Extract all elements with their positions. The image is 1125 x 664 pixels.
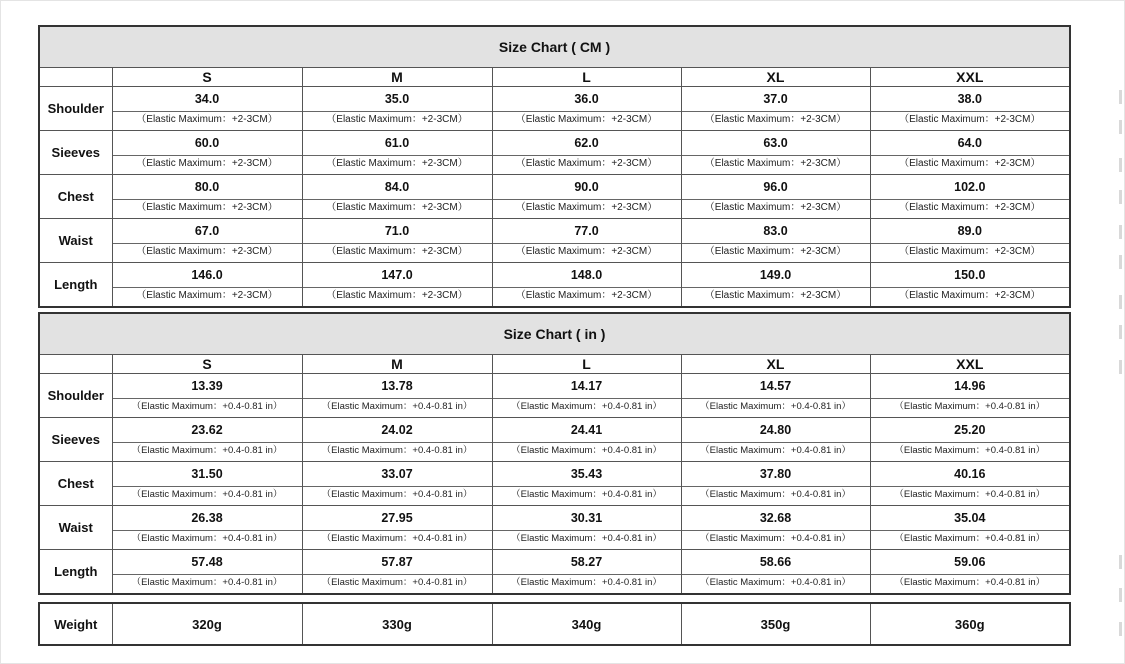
elastic-note: （Elastic Maximum：+2-3CM） [493, 199, 681, 215]
elastic-note: （Elastic Maximum：+2-3CM） [871, 287, 1070, 303]
elastic-note: （Elastic Maximum：+0.4-0.81 in） [113, 442, 302, 458]
elastic-note: （Elastic Maximum：+0.4-0.81 in） [682, 574, 870, 590]
measurement-value: 37.0 [763, 92, 788, 106]
elastic-note: （Elastic Maximum：+2-3CM） [493, 243, 681, 259]
measurement-cell [112, 374, 302, 418]
elastic-note: （Elastic Maximum：+2-3CM） [303, 155, 492, 171]
measurement-label: Length [39, 550, 112, 595]
measurement-value: 148.0 [570, 268, 603, 282]
elastic-note: （Elastic Maximum：+0.4-0.81 in） [871, 486, 1070, 502]
measurement-value: 14.96 [954, 379, 986, 393]
measurement-value: 147.0 [381, 268, 413, 282]
header-corner-cell [39, 355, 112, 374]
measurement-cell [492, 263, 681, 308]
measurement-cell [112, 175, 302, 219]
elastic-note: （Elastic Maximum：+2-3CM） [871, 111, 1070, 127]
measurement-value: 35.43 [570, 467, 603, 481]
elastic-note: （Elastic Maximum：+2-3CM） [113, 111, 302, 127]
measurement-row [39, 263, 1070, 308]
measurement-value: 26.38 [191, 511, 223, 525]
measurement-value: 24.41 [570, 423, 603, 437]
measurement-cell [681, 131, 870, 175]
elastic-note: （Elastic Maximum：+0.4-0.81 in） [871, 442, 1070, 458]
elastic-note: （Elastic Maximum：+2-3CM） [113, 243, 302, 259]
measurement-value: 84.0 [384, 180, 410, 194]
size-header: L [492, 355, 681, 374]
measurement-row [39, 506, 1070, 550]
measurement-label: Shoulder [39, 374, 112, 418]
elastic-note: （Elastic Maximum：+0.4-0.81 in） [493, 574, 681, 590]
measurement-value: 40.16 [954, 467, 986, 481]
weight-row [39, 603, 1070, 645]
elastic-note: （Elastic Maximum：+0.4-0.81 in） [113, 574, 302, 590]
elastic-note: （Elastic Maximum：+2-3CM） [871, 199, 1070, 215]
measurement-cell [302, 175, 492, 219]
measurement-cell [492, 550, 681, 595]
chart-title: Size Chart ( in ) [39, 313, 1070, 355]
measurement-value: 61.0 [384, 136, 410, 150]
measurement-cell [681, 418, 870, 462]
elastic-note: （Elastic Maximum：+2-3CM） [871, 155, 1070, 171]
measurement-label: Shoulder [39, 87, 112, 131]
measurement-row [39, 175, 1070, 219]
measurement-value: 38.0 [957, 92, 982, 106]
measurement-value: 63.0 [763, 136, 788, 150]
size-header: XXL [870, 355, 1070, 374]
measurement-cell [112, 263, 302, 308]
weight-table [38, 602, 1071, 646]
elastic-note: （Elastic Maximum：+0.4-0.81 in） [682, 530, 870, 546]
measurement-value: 35.0 [384, 92, 410, 106]
weight-value: 330g [302, 603, 492, 645]
elastic-note: （Elastic Maximum：+0.4-0.81 in） [113, 486, 302, 502]
measurement-cell [492, 87, 681, 131]
measurement-cell [870, 263, 1070, 308]
measurement-cell [112, 87, 302, 131]
measurement-cell [870, 506, 1070, 550]
size-chart-in-table [38, 312, 1071, 595]
measurement-value: 62.0 [574, 136, 599, 150]
measurement-value: 31.50 [191, 467, 223, 481]
measurement-value: 25.20 [954, 423, 986, 437]
measurement-cell [302, 462, 492, 506]
elastic-note: （Elastic Maximum：+0.4-0.81 in） [871, 398, 1070, 414]
measurement-value: 13.39 [191, 379, 223, 393]
measurement-cell [492, 219, 681, 263]
elastic-note: （Elastic Maximum：+0.4-0.81 in） [493, 442, 681, 458]
measurement-value: 57.48 [191, 555, 223, 569]
measurement-value: 58.27 [570, 555, 603, 569]
measurement-value: 90.0 [574, 180, 599, 194]
measurement-cell [681, 87, 870, 131]
measurement-cell [870, 175, 1070, 219]
weight-value: 360g [870, 603, 1070, 645]
measurement-value: 150.0 [954, 268, 986, 282]
elastic-note: （Elastic Maximum：+0.4-0.81 in） [493, 530, 681, 546]
measurement-value: 35.04 [954, 511, 986, 525]
chart-title: Size Chart ( CM ) [39, 26, 1070, 68]
chart-title-row [39, 26, 1070, 68]
measurement-value: 14.17 [570, 379, 603, 393]
measurement-cell [870, 219, 1070, 263]
elastic-note: （Elastic Maximum：+2-3CM） [303, 111, 492, 127]
elastic-note: （Elastic Maximum：+2-3CM） [682, 155, 870, 171]
elastic-note: （Elastic Maximum：+0.4-0.81 in） [682, 442, 870, 458]
measurement-label: Waist [39, 219, 112, 263]
size-header: M [302, 355, 492, 374]
measurement-cell [112, 462, 302, 506]
measurement-cell [112, 506, 302, 550]
elastic-note: （Elastic Maximum：+0.4-0.81 in） [303, 530, 492, 546]
elastic-note: （Elastic Maximum：+2-3CM） [493, 287, 681, 303]
elastic-note: （Elastic Maximum：+2-3CM） [682, 243, 870, 259]
measurement-value: 24.80 [759, 423, 792, 437]
size-header: S [112, 355, 302, 374]
measurement-value: 146.0 [191, 268, 223, 282]
right-edge-marks [1119, 0, 1125, 664]
measurement-cell [492, 175, 681, 219]
measurement-cell [492, 418, 681, 462]
measurement-value: 36.0 [574, 92, 599, 106]
measurement-value: 32.68 [759, 511, 792, 525]
measurement-cell [681, 374, 870, 418]
size-chart-cm-table [38, 25, 1071, 308]
measurement-cell [870, 418, 1070, 462]
measurement-value: 34.0 [194, 92, 220, 106]
measurement-value: 67.0 [194, 224, 220, 238]
elastic-note: （Elastic Maximum：+0.4-0.81 in） [113, 398, 302, 414]
measurement-cell [681, 263, 870, 308]
elastic-note: （Elastic Maximum：+2-3CM） [493, 111, 681, 127]
elastic-note: （Elastic Maximum：+2-3CM） [113, 199, 302, 215]
size-header-row [39, 355, 1070, 374]
measurement-value: 24.02 [381, 423, 413, 437]
elastic-note: （Elastic Maximum：+2-3CM） [113, 287, 302, 303]
elastic-note: （Elastic Maximum：+2-3CM） [871, 243, 1070, 259]
elastic-note: （Elastic Maximum：+0.4-0.81 in） [303, 574, 492, 590]
measurement-cell [870, 87, 1070, 131]
measurement-value: 102.0 [954, 180, 986, 194]
measurement-cell [492, 462, 681, 506]
elastic-note: （Elastic Maximum：+2-3CM） [303, 287, 492, 303]
measurement-label: Chest [39, 175, 112, 219]
measurement-cell [302, 418, 492, 462]
elastic-note: （Elastic Maximum：+0.4-0.81 in） [493, 398, 681, 414]
elastic-note: （Elastic Maximum：+0.4-0.81 in） [303, 442, 492, 458]
measurement-value: 89.0 [957, 224, 982, 238]
header-corner-cell [39, 68, 112, 87]
measurement-value: 27.95 [381, 511, 413, 525]
measurement-cell [870, 550, 1070, 595]
elastic-note: （Elastic Maximum：+0.4-0.81 in） [303, 398, 492, 414]
measurement-cell [681, 175, 870, 219]
measurement-value: 13.78 [381, 379, 413, 393]
elastic-note: （Elastic Maximum：+2-3CM） [113, 155, 302, 171]
measurement-label: Sieeves [39, 131, 112, 175]
measurement-value: 71.0 [384, 224, 410, 238]
measurement-value: 80.0 [194, 180, 220, 194]
measurement-cell [302, 131, 492, 175]
measurement-row [39, 374, 1070, 418]
measurement-value: 58.66 [759, 555, 792, 569]
chart-title-row [39, 313, 1070, 355]
measurement-value: 57.87 [381, 555, 413, 569]
measurement-cell [112, 219, 302, 263]
measurement-cell [681, 462, 870, 506]
measurement-row [39, 131, 1070, 175]
measurement-value: 149.0 [759, 268, 792, 282]
elastic-note: （Elastic Maximum：+2-3CM） [682, 287, 870, 303]
cm-table-body [39, 26, 1070, 307]
size-header: M [302, 68, 492, 87]
size-header-row [39, 68, 1070, 87]
size-header: XXL [870, 68, 1070, 87]
measurement-value: 64.0 [957, 136, 982, 150]
measurement-value: 14.57 [759, 379, 792, 393]
elastic-note: （Elastic Maximum：+2-3CM） [303, 243, 492, 259]
measurement-cell [302, 374, 492, 418]
measurement-cell [492, 506, 681, 550]
measurement-row [39, 550, 1070, 595]
measurement-row [39, 219, 1070, 263]
measurement-cell [302, 506, 492, 550]
measurement-value: 30.31 [570, 511, 603, 525]
elastic-note: （Elastic Maximum：+2-3CM） [682, 199, 870, 215]
measurement-cell [870, 374, 1070, 418]
measurement-cell [112, 550, 302, 595]
measurement-label: Chest [39, 462, 112, 506]
measurement-row [39, 87, 1070, 131]
measurement-label: Length [39, 263, 112, 308]
measurement-cell [302, 219, 492, 263]
elastic-note: （Elastic Maximum：+0.4-0.81 in） [682, 398, 870, 414]
elastic-note: （Elastic Maximum：+0.4-0.81 in） [113, 530, 302, 546]
measurement-row [39, 418, 1070, 462]
measurement-cell [870, 462, 1070, 506]
elastic-note: （Elastic Maximum：+2-3CM） [682, 111, 870, 127]
measurement-row [39, 462, 1070, 506]
weight-value: 340g [492, 603, 681, 645]
elastic-note: （Elastic Maximum：+0.4-0.81 in） [493, 486, 681, 502]
measurement-cell [492, 374, 681, 418]
size-header: XL [681, 355, 870, 374]
elastic-note: （Elastic Maximum：+0.4-0.81 in） [303, 486, 492, 502]
measurement-value: 33.07 [381, 467, 413, 481]
measurement-cell [870, 131, 1070, 175]
measurement-cell [681, 506, 870, 550]
measurement-cell [492, 131, 681, 175]
measurement-cell [302, 263, 492, 308]
measurement-value: 77.0 [574, 224, 599, 238]
measurement-cell [681, 550, 870, 595]
size-header: L [492, 68, 681, 87]
measurement-cell [112, 418, 302, 462]
measurement-cell [302, 87, 492, 131]
measurement-value: 83.0 [763, 224, 788, 238]
weight-value: 350g [681, 603, 870, 645]
measurement-value: 59.06 [954, 555, 986, 569]
measurement-cell [681, 219, 870, 263]
elastic-note: （Elastic Maximum：+2-3CM） [493, 155, 681, 171]
measurement-cell [112, 131, 302, 175]
measurement-label: Sieeves [39, 418, 112, 462]
elastic-note: （Elastic Maximum：+2-3CM） [303, 199, 492, 215]
measurement-value: 60.0 [194, 136, 220, 150]
size-header: XL [681, 68, 870, 87]
measurement-value: 37.80 [759, 467, 792, 481]
size-header: S [112, 68, 302, 87]
measurement-cell [302, 550, 492, 595]
weight-value: 320g [112, 603, 302, 645]
measurement-value: 96.0 [763, 180, 788, 194]
in-table-body [39, 313, 1070, 594]
weight-label: Weight [39, 603, 112, 645]
elastic-note: （Elastic Maximum：+0.4-0.81 in） [871, 574, 1070, 590]
measurement-value: 23.62 [191, 423, 223, 437]
elastic-note: （Elastic Maximum：+0.4-0.81 in） [871, 530, 1070, 546]
elastic-note: （Elastic Maximum：+0.4-0.81 in） [682, 486, 870, 502]
measurement-label: Waist [39, 506, 112, 550]
